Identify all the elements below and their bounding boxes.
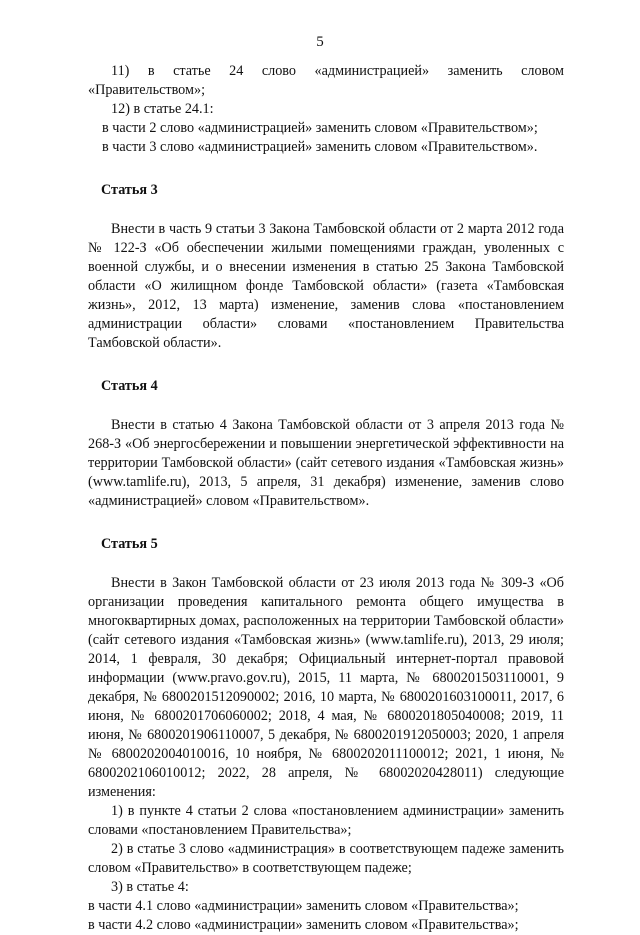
page-number: 5 bbox=[316, 34, 324, 50]
article-4-text: Внести в статью 4 Закона Тамбовской области от 3 апреля 2013 года № 268-З «Об энергосбережении и повышении энергетической эффективности на территории Тамбовской области» (сайт сетевого издания «Тамбовская жизнь» (www.tamlife.ru), 2013, 5 апреля, 31 декабря) изменение, заменив слово «администрацией» словом «Правительством». bbox=[88, 417, 564, 509]
article-5-item-2: 2) в статье 3 слово «администрация» в соответствующем падеже заменить словом «Правительство» в соответствующем падеже; bbox=[88, 841, 564, 876]
document-body bbox=[88, 62, 564, 935]
article-3-text: Внести в часть 9 статьи 3 Закона Тамбовской области от 2 марта 2012 года № 122-З «Об обеспечении жилыми помещениями граждан, уволенных с военной службы, и о внесении изменения в статью 25 Закона Тамбовской области «О жилищном фонде Тамбовской области» (газета «Тамбовская жизнь», 2012, 13 марта) изменение, заменив слова «постановлением администрации области» словами «постановлением Правительства Тамбовской области». bbox=[88, 221, 564, 351]
article-5-item-3-part-4-1: в части 4.1 слово «администрации» заменить словом «Правительства»; bbox=[88, 898, 519, 914]
amendment-item-12-part-3: в части 3 слово «администрацией» заменить словом «Правительством». bbox=[102, 139, 538, 155]
amendment-item-12-part-2: в части 2 слово «администрацией» заменить словом «Правительством»; bbox=[102, 120, 538, 136]
amendment-item-12: 12) в статье 24.1: bbox=[111, 101, 214, 117]
article-5-item-1: 1) в пункте 4 статьи 2 слова «постановлением администрации» заменить словами «постановлением Правительства»; bbox=[88, 803, 564, 838]
amendment-item-11: 11) в статье 24 слово «администрацией» заменить словом «Правительством»; bbox=[88, 63, 564, 98]
article-4-heading: Статья 4 bbox=[101, 378, 158, 394]
article-5-text: Внести в Закон Тамбовской области от 23 июля 2013 года № 309-З «Об организации проведения капитального ремонта общего имущества в многоквартирных домах, расположенных на территории Тамбовской области» (сайт сетевого издания «Тамбовская жизнь» (www.tamlife.ru), 2013, 29 июля; 2014, 1 февраля, 30 декабря; Официальный интернет-портал правовой информации (www.pravo.gov.ru), 2015, 11 марта, № 6800201503110001, 9 декабря, № 6800201512090002; 2016, 10 марта, № 6800201603100011, 2017, 6 июня, № 6800201706060002; 2018, 4 мая, № 6800201805040008; 2019, 11 июня, № 6800201906110007, 5 декабря, № 6800201912050003; 2020, 1 апреля № 6800202004010016, 10 ноября, № 6800202011100012; 2021, 1 июня, № 6800202106010012; 2022, 28 апреля, № 68002020428011) следующие изменения: bbox=[88, 575, 564, 800]
article-3-heading: Статья 3 bbox=[101, 182, 158, 198]
article-5-heading: Статья 5 bbox=[101, 536, 158, 552]
article-5-item-3-part-4-2: в части 4.2 слово «администрации» заменить словом «Правительства»; bbox=[88, 917, 519, 933]
article-5-item-3: 3) в статье 4: bbox=[111, 879, 189, 895]
